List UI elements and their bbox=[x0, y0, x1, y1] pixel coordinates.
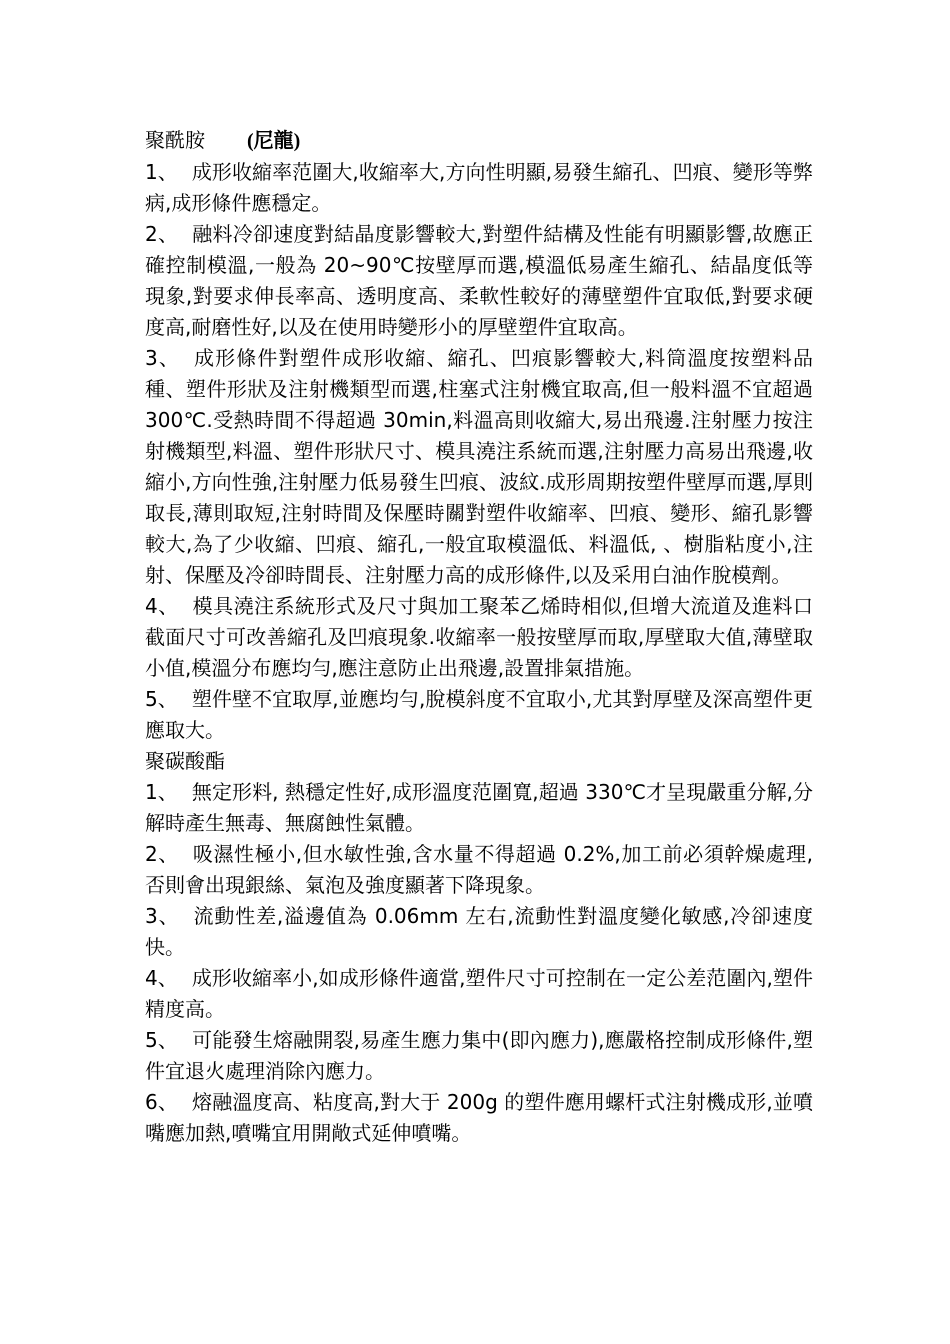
item-number: 4、 bbox=[145, 966, 178, 990]
item-text: 成形收縮率范圍大,收縮率大,方向性明顯,易發生縮孔、凹痕、變形等弊病,成形條件應穩定。 bbox=[145, 160, 813, 215]
item-number: 5、 bbox=[145, 687, 178, 711]
paragraph-item bbox=[145, 839, 813, 901]
item-number: 2、 bbox=[145, 842, 179, 866]
paragraph-item bbox=[145, 591, 813, 684]
item-text: 無定形料, 熱穩定性好,成形溫度范圍寬,超過 330℃才呈現嚴重分解,分解時產生無毒、無腐蝕性氣體。 bbox=[145, 780, 813, 835]
paragraph-item bbox=[145, 963, 813, 1025]
paragraph-item bbox=[145, 1025, 813, 1087]
item-number: 3、 bbox=[145, 904, 180, 928]
paragraph-item bbox=[145, 343, 813, 591]
paragraph-item bbox=[145, 157, 813, 219]
item-text: 塑件壁不宜取厚,並應均勻,脫模斜度不宜取小,尤其對厚壁及深高塑件更應取大。 bbox=[145, 687, 813, 742]
item-number: 1、 bbox=[145, 780, 178, 804]
item-text: 融料冷卻速度對結晶度影響較大,對塑件結構及性能有明顯影響,故應正確控制模溫,一般為 20~90℃按壁厚而選,模溫低易產生縮孔、結晶度低等現象,對要求伸長率高、透明度高、柔軟性較好的薄壁塑件宜取低,對要求硬度高,耐磨性好,以及在使用時變形小的厚壁塑件宜取高。 bbox=[145, 222, 813, 339]
item-text: 可能發生熔融開裂,易產生應力集中(即內應力),應嚴格控制成形條件,塑件宜退火處理消除內應力。 bbox=[145, 1028, 813, 1083]
item-number: 2、 bbox=[145, 222, 179, 246]
paragraph-item bbox=[145, 777, 813, 839]
item-text: 成形條件對塑件成形收縮、縮孔、凹痕影響較大,料筒溫度按塑料品種、塑件形狀及注射機類型而選,柱塞式注射機宜取高,但一般料溫不宜超過 300℃.受熱時間不得超過 30min,料溫高則收縮大,易出飛邊.注射壓力按注射機類型,料溫、塑件形狀尺寸、模具澆注系統而選,注射壓力高易出飛邊,收縮小,方向性強,注射壓力低易發生凹痕、波紋.成形周期按塑件壁厚而選,厚則取長,薄則取短,注射時間及保壓時關對塑件收縮率、凹痕、變形、縮孔影響較大,為了少收縮、凹痕、縮孔,一般宜取模溫低、料溫低, 、樹脂粘度小,注射、保壓及冷卻時間長、注射壓力高的成形條件,以及采用白油作脫模劑。 bbox=[145, 346, 813, 587]
paragraph-item bbox=[145, 901, 813, 963]
item-number: 4、 bbox=[145, 594, 179, 618]
section-title-polyamide bbox=[145, 125, 813, 157]
item-number: 5、 bbox=[145, 1028, 179, 1052]
item-number: 6、 bbox=[145, 1090, 179, 1114]
item-text: 模具澆注系統形式及尺寸與加工聚苯乙烯時相似,但增大流道及進料口截面尺寸可改善縮孔及凹痕現象.收縮率一般按壁厚而取,厚壁取大值,薄壁取小值,模溫分布應均勻,應注意防止出飛邊,設置排氣措施。 bbox=[145, 594, 813, 680]
item-text: 流動性差,溢邊值為 0.06mm 左右,流動性對溫度變化敏感,冷卻速度快。 bbox=[145, 904, 813, 959]
paragraph-item bbox=[145, 684, 813, 746]
paragraph-item bbox=[145, 219, 813, 343]
section-title-polycarbonate: 聚碳酸酯 bbox=[145, 749, 225, 773]
paragraph-item bbox=[145, 1087, 813, 1149]
item-text: 吸濕性極小,但水敏性強,含水量不得超過 0.2%,加工前必須幹燥處理,否則會出現銀絲、氣泡及強度顯著下降現象。 bbox=[145, 842, 813, 897]
document-page bbox=[145, 125, 813, 1149]
item-number: 1、 bbox=[145, 160, 178, 184]
item-number: 3、 bbox=[145, 346, 180, 370]
section-title-text: 聚酰胺 bbox=[145, 128, 205, 152]
item-text: 熔融溫度高、粘度高,對大于 200g 的塑件應用螺杆式注射機成形,並噴嘴應加熱,噴嘴宜用開敞式延伸噴嘴。 bbox=[145, 1090, 813, 1145]
item-text: 成形收縮率小,如成形條件適當,塑件尺寸可控制在一定公差范圍內,塑件精度高。 bbox=[145, 966, 813, 1021]
section-title-paren: (尼龍) bbox=[247, 130, 301, 152]
